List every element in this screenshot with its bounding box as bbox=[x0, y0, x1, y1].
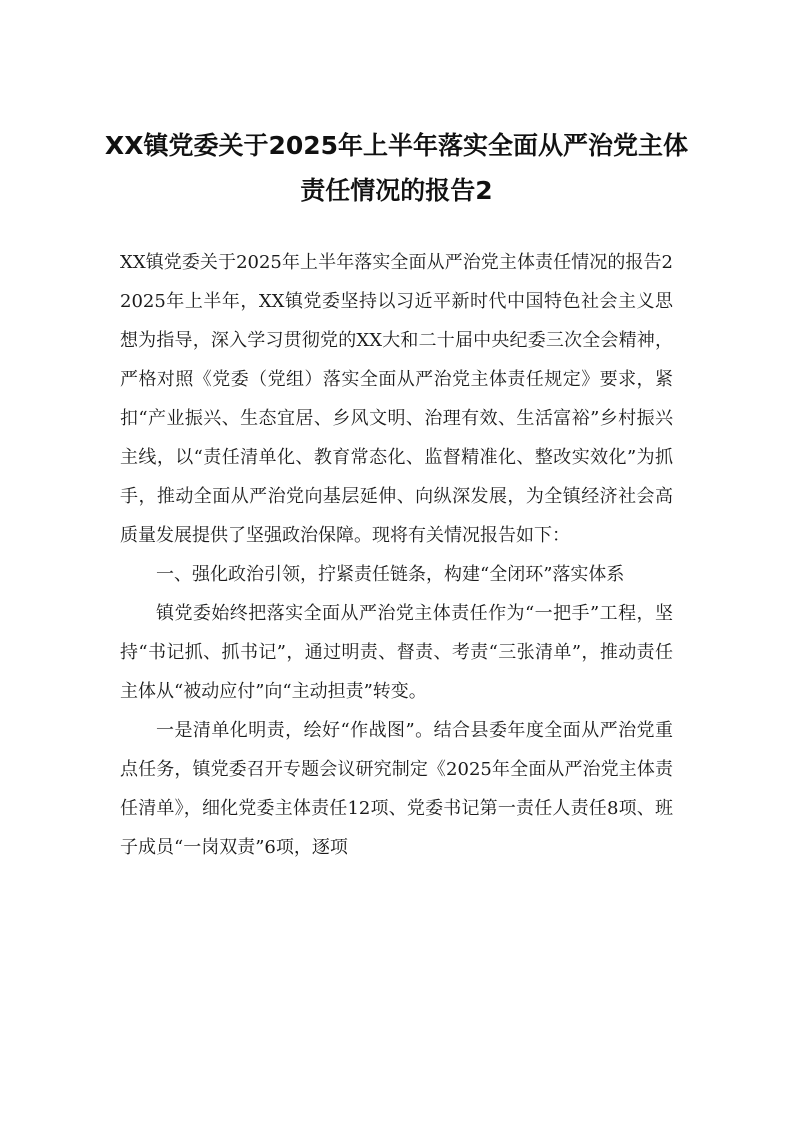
section-heading-1: 一、强化政治引领，拧紧责任链条，构建“全闭环”落实体系 bbox=[156, 564, 625, 585]
paragraph-intro: XX镇党委关于2025年上半年落实全面从严治党主体责任情况的报告2 2025年上半年，XX镇党委坚持以习近平新时代中国特色社会主义思想为指导，深入学习贯彻党的XX大和二十届中央纪委三次全会精神，严格对照《党委（党组）落实全面从严治党主体责任规定》要求，紧扣“产业振兴、生态宜居、乡风文明、治理有效、生活富裕”乡村振兴主线，以“责任清单化、教育常态化、监督精准化、整改实效化”为抓手，推动全面从严治党向基层延伸、向纵深发展，为全镇经济社会高质量发展提供了坚强政治保障。现将有关情况报告如下： bbox=[120, 252, 709, 546]
paragraph-point-1: 一是清单化明责，绘好“作战图”。结合县委年度全面从严治党重点任务，镇党委召开专题会议研究制定《2025年全面从严治党主体责任清单》，细化党委主体责任12项、党委书记第一责任人责任8项、班子成员“一岗双责”6项，逐项 bbox=[120, 720, 673, 858]
paragraph-section-1: 镇党委始终把落实全面从严治党主体责任作为“一把手”工程，坚持“书记抓、抓书记”，通过明责、督责、考责“三张清单”，推动责任主体从“被动应付”向“主动担责”转变。 bbox=[120, 603, 673, 702]
document-title: XX镇党委关于2025年上半年落实全面从严治党主体责任情况的报告2 bbox=[104, 131, 689, 205]
document-body bbox=[120, 243, 709, 867]
